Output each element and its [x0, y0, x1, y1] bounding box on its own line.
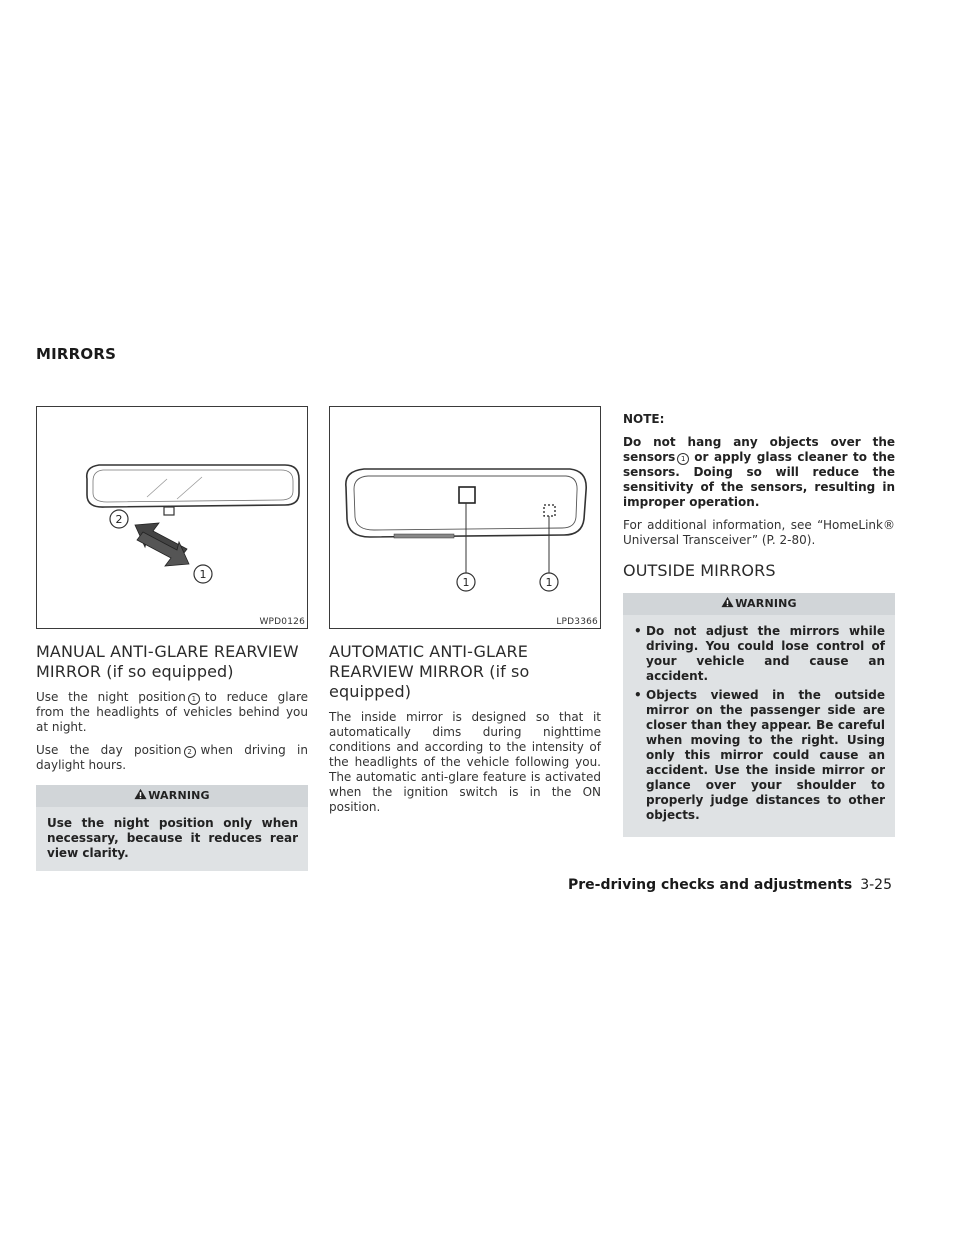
night-text-after: to reduce glare from the headlights of vehicles behind you at night.	[36, 690, 309, 734]
warning-body: Use the night position only when necessary, because it reduces rear view clarity.	[47, 816, 298, 860]
section-title: MIRRORS	[36, 345, 117, 363]
manual-warning-box	[36, 785, 308, 871]
callout-right-1: 1	[545, 576, 553, 589]
manual-mirror-illustration	[37, 407, 307, 628]
footer-section: Pre-driving checks and adjustments	[568, 877, 853, 893]
automatic-mirror-illustration	[330, 407, 600, 628]
automatic-mirror-heading: AUTOMATIC ANTI-GLARE REARVIEW MIRROR (if so equipped)	[329, 642, 530, 701]
warning-triangle-icon	[721, 596, 734, 608]
automatic-paragraph: The inside mirror is designed so that it automatically dims during nighttime conditions and according to the intensity of the headlights of the vehicle following you. The automatic anti-glare feature is activated when the ignition switch is in the ON position.	[329, 710, 601, 814]
column-manual-mirror	[36, 406, 308, 871]
warning-label: WARNING	[148, 789, 210, 802]
note-title: NOTE:	[623, 412, 665, 426]
outside-warning-box	[623, 593, 895, 837]
figure-manual-mirror	[36, 406, 308, 629]
night-text-before: Use the night position	[36, 690, 186, 704]
figure-code: WPD0126	[259, 617, 305, 627]
warning-body	[623, 615, 895, 837]
footer-page-number: 3-25	[860, 877, 892, 893]
ref-circle-1: 1	[188, 693, 200, 705]
column-automatic-mirror	[329, 406, 601, 823]
callout-1: 1	[199, 568, 207, 581]
figure-automatic-mirror	[329, 406, 601, 629]
callout-2: 2	[115, 513, 123, 526]
day-text-after: when driving in daylight hours.	[36, 743, 308, 772]
warning-bullet: • Do not adjust the mirrors while driving. You could lose control of your vehicle and cause an accident.	[634, 624, 885, 684]
ref-circle-2: 2	[184, 746, 196, 758]
page-footer	[568, 877, 892, 893]
outside-mirrors-heading: OUTSIDE MIRRORS	[623, 561, 776, 580]
note-text-after: or apply glass cleaner to the sensors. Doing so will reduce the sensitivity of the sensors, resulting in improper operation.	[623, 450, 895, 509]
warning-triangle-icon	[134, 788, 147, 800]
day-text-before: Use the day position	[36, 743, 182, 757]
warning-header	[36, 785, 308, 807]
column-outside-mirrors	[623, 406, 895, 837]
ref-circle-1: 1	[677, 453, 689, 465]
warning-list	[634, 624, 885, 823]
warning-bullet: • Objects viewed in the outside mirror on the passenger side are closer than they appear. Be careful when moving to the right. Using only this mirror could cause an accident. Use the inside mirror or glance over your shoulder to properly judge distances to other objects.	[634, 688, 885, 823]
note-text-before: Do not hang any objects over the sensors	[623, 435, 895, 464]
figure-code: LPD3366	[556, 617, 598, 627]
manual-paragraph-night	[36, 690, 308, 735]
warning-label: WARNING	[735, 597, 797, 610]
warning-header	[623, 593, 895, 615]
additional-info-paragraph: For additional information, see “HomeLink® Universal Transceiver” (P. 2-80).	[623, 518, 895, 547]
note-text	[623, 435, 895, 510]
callout-left-1: 1	[462, 576, 470, 589]
manual-paragraph-day	[36, 743, 308, 773]
manual-mirror-heading: MANUAL ANTI-GLARE REARVIEW MIRROR (if so equipped)	[36, 642, 299, 681]
